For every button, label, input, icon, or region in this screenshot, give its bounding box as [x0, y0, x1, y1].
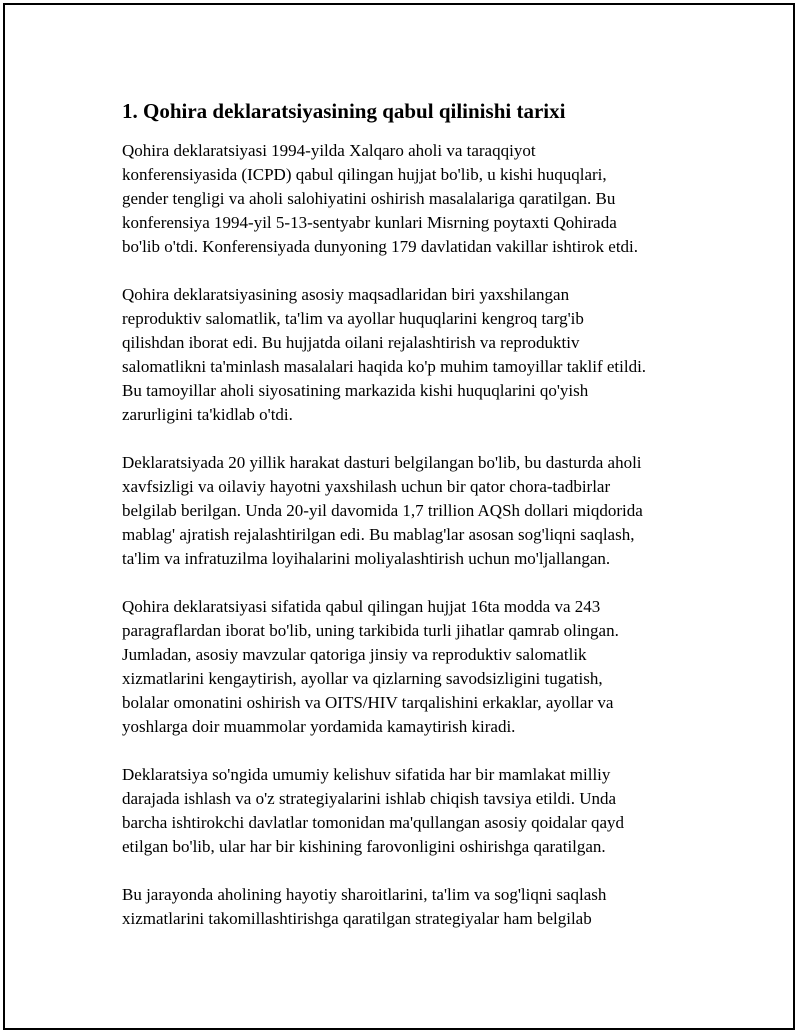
- text-line: ta'lim va infratuzilma loyihalarini moliyalashtirish uchun mo'ljallangan.: [122, 549, 611, 568]
- text-line: Jumladan, asosiy mavzular qatoriga jinsiy va reproduktiv salomatlik: [122, 645, 587, 664]
- text-line: Deklaratsiya so'ngida umumiy kelishuv sifatida har bir mamlakat milliy: [122, 765, 611, 784]
- text-line: konferensiya 1994-yil 5-13-sentyabr kunlari Misrning poytaxti Qohirada: [122, 213, 617, 232]
- text-line: belgilab berilgan. Unda 20-yil davomida 1,7 trillion AQSh dollari miqdorida: [122, 501, 643, 520]
- text-line: salomatlikni ta'minlash masalalari haqida ko'p muhim tamoyillar taklif etildi.: [122, 357, 647, 376]
- paragraph: [122, 283, 702, 427]
- text-line: Qohira deklaratsiyasi sifatida qabul qilingan hujjat 16ta modda va 243: [122, 597, 601, 616]
- paragraph: [122, 763, 702, 859]
- text-line: etilgan bo'lib, ular har bir kishining farovonligini oshirishga qaratilgan.: [122, 837, 606, 856]
- text-line: bolalar omonatini oshirish va OITS/HIV tarqalishini erkaklar, ayollar va: [122, 693, 614, 712]
- text-line: Deklaratsiyada 20 yillik harakat dasturi belgilangan bo'lib, bu dasturda aholi: [122, 453, 642, 472]
- text-line: Qohira deklaratsiyasining asosiy maqsadlaridan biri yaxshilangan: [122, 285, 570, 304]
- paragraph: [122, 139, 702, 259]
- paragraph: [122, 451, 702, 571]
- text-line: barcha ishtirokchi davlatlar tomonidan ma'qullangan asosiy qoidalar qayd: [122, 813, 625, 832]
- text-line: Bu tamoyillar aholi siyosatining markazida kishi huquqlarini qo'yish: [122, 381, 589, 400]
- text-line: xizmatlarini kengaytirish, ayollar va qizlarning savodsizligini tugatish,: [122, 669, 603, 688]
- page-frame: [3, 3, 795, 1030]
- text-line: darajada ishlash va o'z strategiyalarini ishlab chiqish tavsiya etildi. Unda: [122, 789, 617, 808]
- text-line: xavfsizligi va oilaviy hayotni yaxshilash uchun bir qator chora-tadbirlar: [122, 477, 611, 496]
- text-line: yoshlarga doir muammolar yordamida kamaytirish kiradi.: [122, 717, 516, 736]
- text-line: bo'lib o'tdi. Konferensiyada dunyoning 179 davlatidan vakillar ishtirok etdi.: [122, 237, 639, 256]
- document-body: [122, 97, 702, 955]
- paragraph: [122, 595, 702, 739]
- paragraph-list: [122, 139, 702, 931]
- text-line: qilishdan iborat edi. Bu hujjatda oilani rejalashtirish va reproduktiv: [122, 333, 580, 352]
- text-line: Bu jarayonda aholining hayotiy sharoitlarini, ta'lim va sog'liqni saqlash: [122, 885, 607, 904]
- text-line: gender tengligi va aholi salohiyatini oshirish masalalariga qaratilgan. Bu: [122, 189, 616, 208]
- section-heading: 1. Qohira deklaratsiyasining qabul qilinishi tarixi: [122, 99, 566, 123]
- text-line: paragraflardan iborat bo'lib, uning tarkibida turli jihatlar qamrab olingan.: [122, 621, 619, 640]
- text-line: Qohira deklaratsiyasi 1994-yilda Xalqaro aholi va taraqqiyot: [122, 141, 536, 160]
- text-line: xizmatlarini takomillashtirishga qaratilgan strategiyalar ham belgilab: [122, 909, 592, 928]
- paragraph: [122, 883, 702, 931]
- text-line: konferensiyasida (ICPD) qabul qilingan hujjat bo'lib, u kishi huquqlari,: [122, 165, 607, 184]
- text-line: mablag' ajratish rejalashtirilgan edi. Bu mablag'lar asosan sog'liqni saqlash,: [122, 525, 635, 544]
- text-line: zarurligini ta'kidlab o'tdi.: [122, 405, 293, 424]
- text-line: reproduktiv salomatlik, ta'lim va ayollar huquqlarini kengroq targ'ib: [122, 309, 584, 328]
